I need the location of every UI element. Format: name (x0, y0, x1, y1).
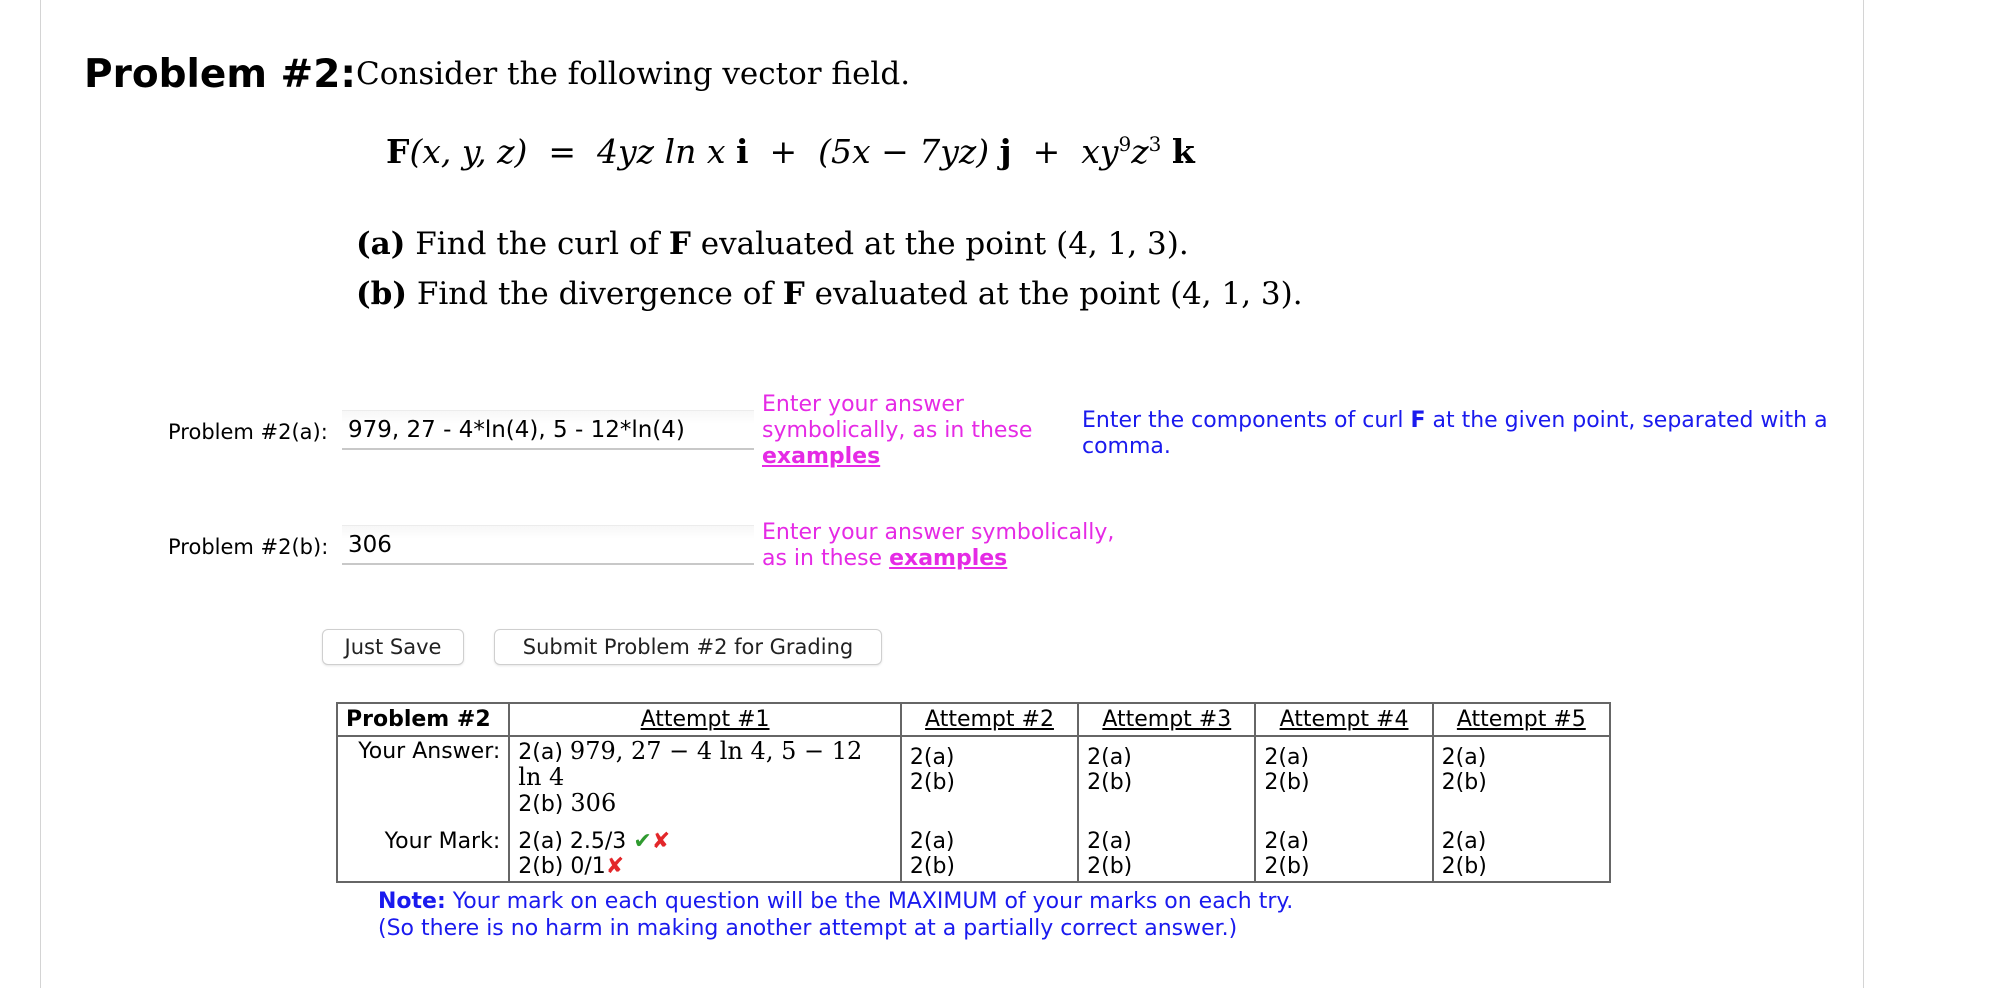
attempt-1-answer-a-prefix: 2(a) (518, 740, 563, 765)
note-line2: (So there is no harm in making another attempt at a partially correct answer.) (378, 916, 1238, 941)
formula-term1: 4yz ln x (597, 132, 726, 171)
answer-a-format-note (1082, 408, 1852, 460)
attempt-1-answer-a-value: 979, 27 − 4 ln 4, 5 − 12 ln 4 (518, 737, 863, 791)
part-b-label: (b) (356, 276, 408, 312)
problem-title: Problem #2: (84, 52, 356, 97)
answer-a-label: Problem #2(a): (168, 420, 328, 444)
attempt-1-mark (509, 819, 901, 882)
formula-term3-exp2: 3 (1148, 132, 1162, 156)
submit-grading-button[interactable]: Submit Problem #2 for Grading (494, 629, 882, 665)
attempt-4-mark: 2(a) 2(b) (1255, 819, 1432, 882)
your-mark-row (337, 819, 1610, 882)
note-bold: Note: (378, 889, 446, 914)
attempt-5-mark: 2(a) 2(b) (1433, 819, 1610, 882)
formula-term2: (5x − 7yz) (818, 132, 990, 171)
attempt-1-answer-b-value: 306 (570, 789, 617, 817)
attempt-4-answer: 2(a) 2(b) (1255, 736, 1432, 819)
attempts-header-row (337, 703, 1610, 736)
your-answer-row (337, 736, 1610, 819)
format-note-before: Enter the components of curl (1082, 408, 1404, 433)
cross-icon: ✘ (605, 854, 625, 879)
answer-b-label: Problem #2(b): (168, 535, 329, 559)
your-answer-label: Your Answer: (358, 739, 501, 764)
part-b-text-after: evaluated at the point (4, 1, 3). (814, 276, 1303, 312)
left-border (40, 0, 41, 988)
attempts-header-problem: Problem #2 (337, 703, 509, 736)
attempt-3-mark: 2(a) 2(b) (1078, 819, 1255, 882)
answer-b-hint-text: Enter your answer symbolically, as in these (762, 520, 1115, 571)
attempt-1-mark-a: 2(a) 2.5/3 (518, 829, 627, 854)
formula-eq: = (548, 132, 577, 171)
part-a-F: F (668, 226, 691, 262)
part-b-text-before: Find the divergence of (416, 276, 773, 312)
check-icon: ✔ (633, 829, 652, 854)
attempt-5-header[interactable]: Attempt #5 (1433, 703, 1610, 736)
part-b-F: F (782, 276, 805, 312)
part-b-statement (356, 276, 1303, 312)
note-line1: Your mark on each question will be the MAXIMUM of your marks on each try. (452, 889, 1294, 914)
part-a-label: (a) (356, 226, 406, 262)
formula-F: F (386, 132, 410, 171)
answer-b-input[interactable] (342, 525, 754, 565)
answer-a-hint (762, 392, 1047, 470)
vector-field-formula (386, 132, 1195, 171)
format-note-F: F (1410, 408, 1426, 433)
attempt-1-answer (509, 736, 901, 819)
part-a-statement (356, 226, 1189, 262)
answer-a-input[interactable] (342, 410, 754, 450)
part-a-text-after: evaluated at the point (4, 1, 3). (700, 226, 1189, 262)
answer-a-examples-link[interactable]: examples (762, 444, 881, 469)
just-save-button[interactable]: Just Save (322, 629, 464, 665)
formula-i: i (735, 132, 749, 171)
formula-term3-base: xy (1081, 132, 1119, 171)
attempt-1-mark-b: 2(b) 0/1 (518, 854, 606, 879)
formula-plus1: + (769, 132, 798, 171)
cross-icon: ✘ (651, 829, 671, 854)
formula-args: (x, y, z) (409, 132, 528, 171)
formula-j: j (999, 132, 1012, 171)
answer-b-examples-link[interactable]: examples (889, 546, 1008, 571)
formula-k: k (1171, 132, 1195, 171)
attempt-2-mark: 2(a) 2(b) (901, 819, 1078, 882)
attempt-2-answer: 2(a) 2(b) (901, 736, 1078, 819)
answer-b-hint (762, 520, 1142, 572)
attempt-1-answer-b-prefix: 2(b) (518, 792, 564, 817)
attempt-3-header[interactable]: Attempt #3 (1078, 703, 1255, 736)
formula-term3-z: z (1131, 132, 1149, 171)
attempt-3-answer: 2(a) 2(b) (1078, 736, 1255, 819)
attempt-1-header[interactable]: Attempt #1 (509, 703, 901, 736)
attempts-table (336, 702, 1611, 883)
format-note-after: at the given point, separated with a comma. (1082, 408, 1828, 459)
attempt-2-header[interactable]: Attempt #2 (901, 703, 1078, 736)
part-a-text-before: Find the curl of (415, 226, 660, 262)
problem-intro: Consider the following vector field. (356, 56, 911, 92)
your-mark-label: Your Mark: (384, 829, 501, 854)
right-border (1863, 0, 1864, 988)
attempt-4-header[interactable]: Attempt #4 (1255, 703, 1432, 736)
attempt-5-answer: 2(a) 2(b) (1433, 736, 1610, 819)
answer-a-hint-text: Enter your answer symbolically, as in these (762, 392, 1033, 443)
formula-plus2: + (1032, 132, 1061, 171)
grading-note (378, 888, 1293, 942)
formula-term3-exp1: 9 (1118, 132, 1132, 156)
